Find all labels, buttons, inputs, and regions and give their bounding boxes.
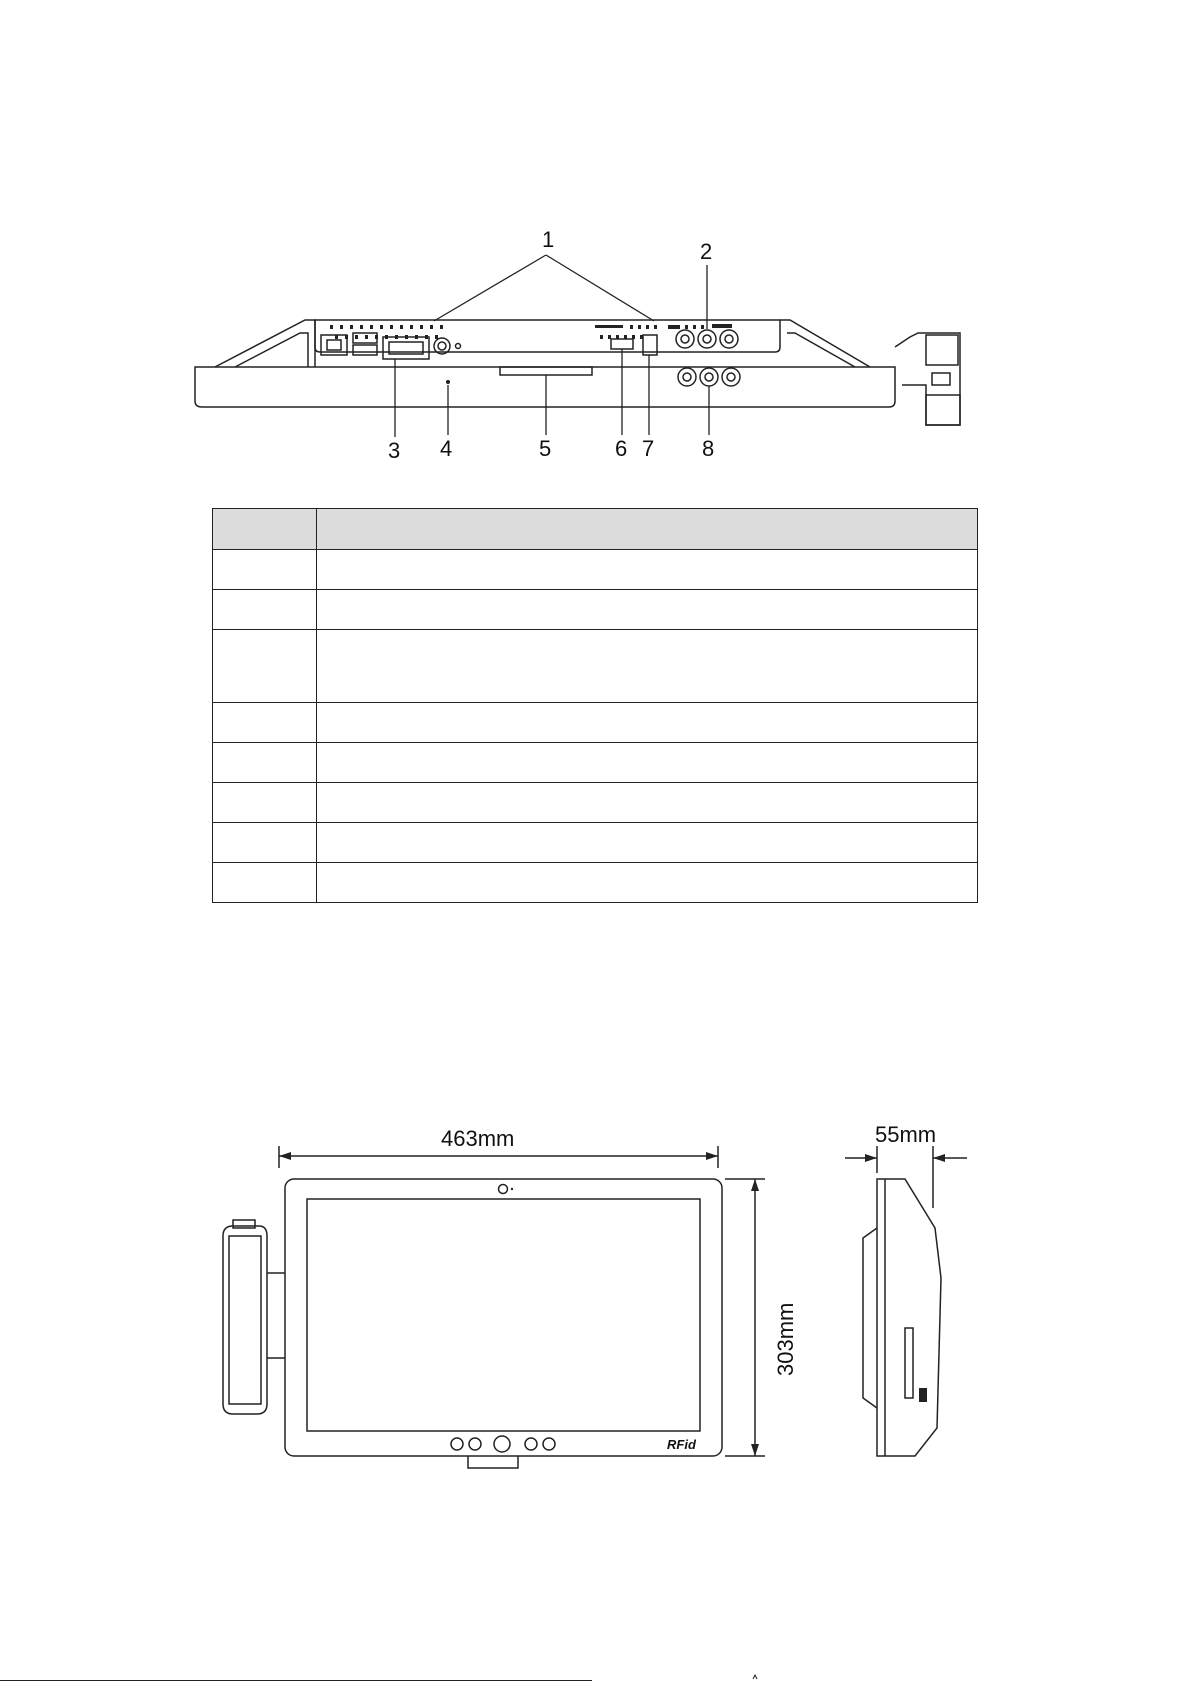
bottom-view-drawing <box>190 225 1000 470</box>
brightness-down-button <box>525 1438 537 1450</box>
table-cell-number <box>213 550 317 590</box>
device-base-outline <box>195 367 895 407</box>
table-header-row <box>213 509 978 550</box>
height-dimension-label: 303mm <box>773 1302 798 1376</box>
table-cell-number <box>213 823 317 863</box>
audio-jack-3 <box>722 368 740 386</box>
table-header-number <box>213 509 317 550</box>
footer-mark <box>752 1674 758 1680</box>
table-row <box>213 550 978 590</box>
dimensions-drawing <box>215 1098 975 1476</box>
volume-down-button <box>451 1438 463 1450</box>
table-cell-number <box>213 703 317 743</box>
monitor-bezel <box>285 1179 722 1456</box>
callout-table <box>212 508 978 903</box>
audio-jack-1 <box>678 368 696 386</box>
table-row <box>213 590 978 630</box>
table-row <box>213 743 978 783</box>
dvi-port <box>383 337 429 359</box>
volume-up-button <box>469 1438 481 1450</box>
webcam <box>499 1185 508 1194</box>
table-cell-number <box>213 590 317 630</box>
footnote-rule <box>0 1680 592 1681</box>
monitor-screen <box>307 1199 700 1431</box>
table-row <box>213 823 978 863</box>
left-housing <box>215 320 315 367</box>
table-cell-description <box>317 550 978 590</box>
brightness-up-button <box>543 1438 555 1450</box>
audio-jack-2 <box>700 368 718 386</box>
table-row <box>213 863 978 903</box>
dimensions-figure <box>215 1098 975 1476</box>
stand <box>468 1456 518 1468</box>
table-cell-number <box>213 743 317 783</box>
bottom-view-figure <box>190 225 1000 470</box>
depth-dimension-label: 55mm <box>875 1122 937 1147</box>
table-cell-description <box>317 823 978 863</box>
table-cell-description <box>317 783 978 823</box>
monitor-side <box>877 1179 941 1456</box>
power-button <box>494 1436 510 1452</box>
video-jack-1 <box>676 330 694 348</box>
table-row <box>213 783 978 823</box>
callout-7: 7 <box>642 436 655 461</box>
right-housing <box>780 320 870 367</box>
table-header-description <box>317 509 978 550</box>
table-cell-description <box>317 630 978 703</box>
table-cell-number <box>213 630 317 703</box>
callout-8: 8 <box>702 436 715 461</box>
video-jack-2 <box>698 330 716 348</box>
table-row <box>213 703 978 743</box>
table-cell-description <box>317 863 978 903</box>
table-cell-description <box>317 590 978 630</box>
callout-5: 5 <box>539 436 552 461</box>
table-row <box>213 630 978 703</box>
video-jack-3 <box>720 330 738 348</box>
usb-port-single <box>611 339 633 349</box>
callout-6: 6 <box>615 436 628 461</box>
table-cell-number <box>213 863 317 903</box>
rfid-logo: RFid <box>667 1437 696 1452</box>
table-cell-description <box>317 743 978 783</box>
callout-2: 2 <box>700 239 713 264</box>
table-cell-number <box>213 783 317 823</box>
width-dimension-label: 463mm <box>441 1126 515 1151</box>
callout-4: 4 <box>440 436 453 461</box>
callout-3: 3 <box>388 438 401 463</box>
table-cell-description <box>317 703 978 743</box>
callout-1: 1 <box>542 227 555 252</box>
reset-hole <box>446 380 450 384</box>
smart-card-slot <box>500 367 592 375</box>
